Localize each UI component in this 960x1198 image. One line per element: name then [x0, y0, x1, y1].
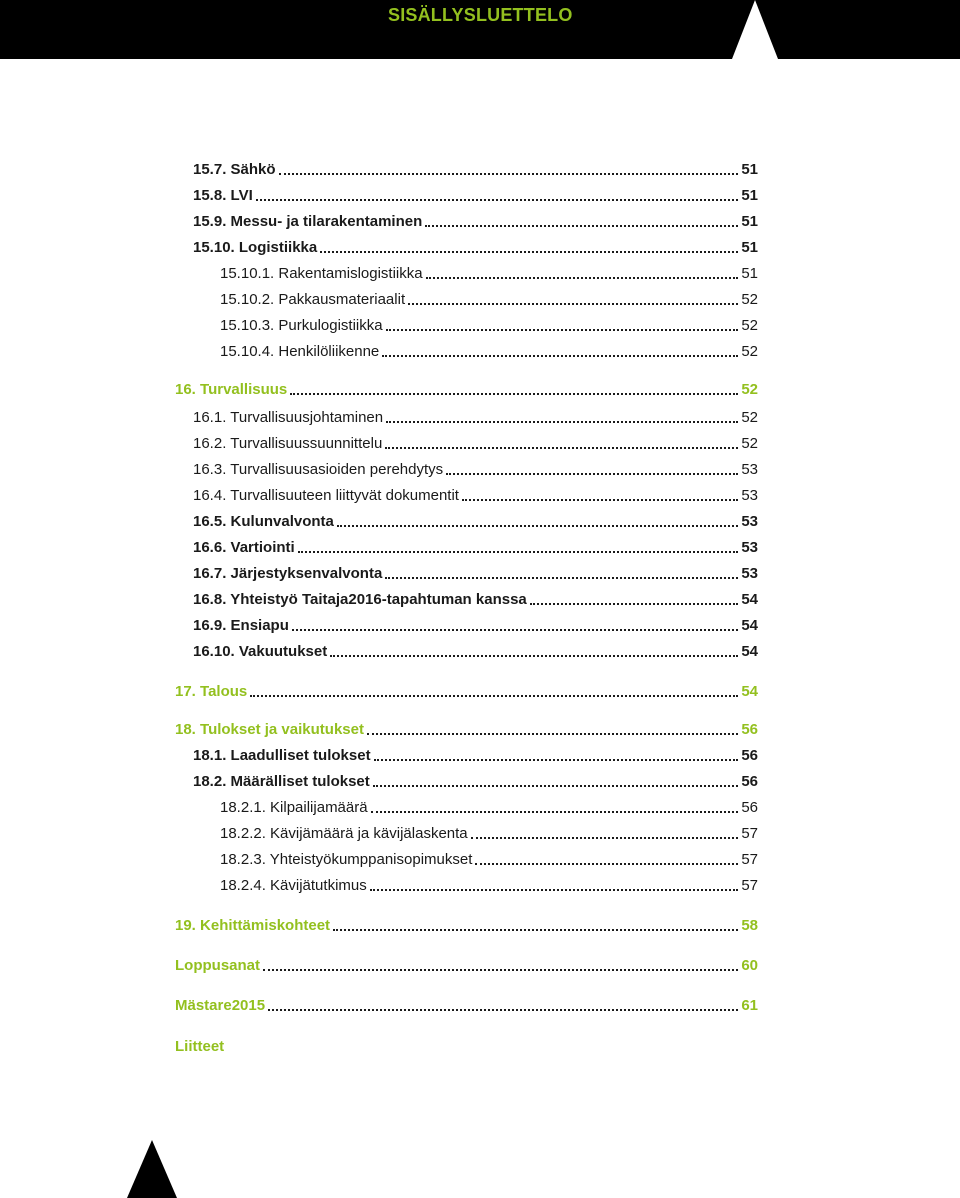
toc-leader-dots: [385, 577, 738, 579]
toc-entry-page: 51: [741, 265, 758, 282]
toc-leader-dots: [385, 447, 738, 449]
toc-entry-page: 56: [741, 799, 758, 816]
toc-entry[interactable]: [193, 186, 758, 206]
toc-leader-dots: [298, 551, 739, 553]
toc-entry-label: 15.10.1. Rakentamislogistiikka: [220, 265, 423, 282]
toc-entry[interactable]: [193, 212, 758, 232]
toc-leader-dots: [370, 889, 739, 891]
toc-entry[interactable]: [220, 850, 758, 870]
toc-entry-label: 15.10.2. Pakkausmateriaalit: [220, 291, 406, 308]
toc-entry-label: 16.6. Vartiointi: [193, 539, 295, 556]
toc-leader-dots: [367, 733, 738, 735]
toc-leader-dots: [320, 251, 738, 253]
toc-entry[interactable]: [175, 720, 758, 740]
toc-entry[interactable]: [193, 538, 758, 558]
toc-entry-page: 51: [741, 187, 758, 204]
toc-entry-page: 60: [741, 957, 758, 974]
toc-leader-dots: [425, 225, 738, 227]
toc-entry-label: 18.2.4. Kävijätutkimus: [220, 877, 367, 894]
toc-leader-dots: [471, 837, 739, 839]
toc-entry-page: 51: [741, 239, 758, 256]
toc-leader-dots: [290, 393, 738, 395]
toc-entry[interactable]: [193, 486, 758, 506]
toc-entry[interactable]: [193, 746, 758, 766]
toc-entry-label: 15.8. LVI: [193, 187, 253, 204]
toc-entry-label: 15.9. Messu- ja tilarakentaminen: [193, 213, 423, 230]
toc-leader-dots: [408, 303, 738, 305]
toc-entry[interactable]: [193, 616, 758, 636]
toc-entry-page: 52: [741, 317, 758, 334]
toc-entry-page: 52: [741, 381, 758, 398]
toc-entry[interactable]: [175, 996, 758, 1016]
toc-entry[interactable]: [175, 916, 758, 936]
toc-entry-page: 52: [741, 409, 758, 426]
toc-entry-label: 15.10.4. Henkilöliikenne: [220, 343, 380, 360]
toc-leader-dots: [373, 785, 739, 787]
toc-leader-dots: [530, 603, 739, 605]
toc-entry[interactable]: [175, 380, 758, 400]
toc-entry-label: 18.2. Määrälliset tulokset: [193, 773, 370, 790]
toc-entry-page: 53: [741, 513, 758, 530]
toc-entry[interactable]: [193, 160, 758, 180]
toc-entry[interactable]: [220, 798, 758, 818]
toc-entry-page: 54: [741, 591, 758, 608]
toc-entry-label: Mästare2015: [175, 997, 266, 1014]
toc-entry-label: 16.3. Turvallisuusasioiden perehdytys: [193, 461, 444, 478]
toc-entry[interactable]: [220, 290, 758, 310]
toc-entry-label: 17. Talous: [175, 683, 248, 700]
toc-entry-page: 52: [741, 291, 758, 308]
toc-entry-label: 16. Turvallisuus: [175, 381, 288, 398]
toc-entry[interactable]: [175, 956, 758, 976]
toc-entry-label: Loppusanat: [175, 957, 260, 974]
toc-entry-label: 18.1. Laadulliset tulokset: [193, 747, 371, 764]
toc-entry-label: 15.10. Logistiikka: [193, 239, 318, 256]
toc-entry-page: 56: [741, 773, 758, 790]
toc-entry-page: 57: [741, 825, 758, 842]
toc-entry-label: 16.8. Yhteistyö Taitaja2016-tapahtuman kanssa: [193, 591, 527, 608]
toc-entry-page: 58: [741, 917, 758, 934]
toc-entry-page: 57: [741, 851, 758, 868]
toc-entry-label: 15.10.3. Purkulogistiikka: [220, 317, 383, 334]
toc-entry-label: 18.2.3. Yhteistyökumppanisopimukset: [220, 851, 473, 868]
toc-entry[interactable]: [193, 772, 758, 792]
toc-entry-page: 54: [741, 643, 758, 660]
toc-leader-dots: [263, 969, 738, 971]
toc-leader-dots: [250, 695, 738, 697]
toc-entry-page: 54: [741, 683, 758, 700]
toc-leader-dots: [475, 863, 738, 865]
toc-entry[interactable]: [193, 408, 758, 428]
toc-entry-label: 18. Tulokset ja vaikutukset: [175, 721, 364, 738]
toc-entry-label: 18.2.2. Kävijämäärä ja kävijälaskenta: [220, 825, 468, 842]
toc-entry-page: 54: [741, 617, 758, 634]
toc-entry-label: 16.5. Kulunvalvonta: [193, 513, 334, 530]
toc-entry-page: 53: [741, 539, 758, 556]
toc-entry-page: 57: [741, 877, 758, 894]
toc-leader-dots: [386, 421, 738, 423]
toc-entry-page: 51: [741, 213, 758, 230]
toc-entry-page: 53: [741, 461, 758, 478]
toc-leader-dots: [374, 759, 739, 761]
toc-entry-label: 16.7. Järjestyksenvalvonta: [193, 565, 383, 582]
toc-entry[interactable]: [220, 316, 758, 336]
toc-leader-dots: [256, 199, 739, 201]
toc-entry-label: 16.2. Turvallisuussuunnittelu: [193, 435, 383, 452]
toc-entry[interactable]: [175, 1037, 758, 1057]
toc-entry-page: 56: [741, 721, 758, 738]
toc-entry-label: 16.4. Turvallisuuteen liittyvät dokumentit: [193, 487, 459, 504]
toc-leader-dots: [268, 1009, 738, 1011]
toc-leader-dots: [462, 499, 738, 501]
toc-entry-label: 19. Kehittämiskohteet: [175, 917, 331, 934]
toc-entry[interactable]: [220, 824, 758, 844]
corner-triangle-icon: [127, 1140, 177, 1198]
toc-leader-dots: [279, 173, 739, 175]
toc-entry[interactable]: [193, 460, 758, 480]
toc-entry[interactable]: [193, 642, 758, 662]
toc-leader-dots: [426, 277, 739, 279]
toc-entry-page: 51: [741, 161, 758, 178]
toc-entry-label: 16.1. Turvallisuusjohtaminen: [193, 409, 384, 426]
toc-entry-page: 52: [741, 435, 758, 452]
toc-entry-page: 53: [741, 487, 758, 504]
toc-leader-dots: [371, 811, 739, 813]
toc-entry-label: 15.7. Sähkö: [193, 161, 276, 178]
toc-entry-page: 61: [741, 997, 758, 1014]
toc-entry[interactable]: [193, 434, 758, 454]
toc-entry[interactable]: [220, 342, 758, 362]
toc-leader-dots: [333, 929, 738, 931]
toc-entry-page: 56: [741, 747, 758, 764]
toc-entry[interactable]: [220, 876, 758, 896]
toc-leader-dots: [446, 473, 738, 475]
toc-leader-dots: [386, 329, 739, 331]
toc-entry-label: 18.2.1. Kilpailijamäärä: [220, 799, 368, 816]
toc-leader-dots: [330, 655, 738, 657]
toc-leader-dots: [382, 355, 738, 357]
toc-entry[interactable]: [193, 590, 758, 610]
toc-entry[interactable]: [175, 682, 758, 702]
toc-entry[interactable]: [220, 264, 758, 284]
toc-entry-label: Liitteet: [175, 1038, 225, 1055]
corner-notch-icon: [732, 0, 778, 59]
toc-entry-page: 53: [741, 565, 758, 582]
toc-entry[interactable]: [193, 238, 758, 258]
toc-leader-dots: [292, 629, 738, 631]
toc-entry-label: 16.9. Ensiapu: [193, 617, 289, 634]
toc-entry[interactable]: [193, 564, 758, 584]
toc-entry[interactable]: [193, 512, 758, 532]
toc-leader-dots: [337, 525, 738, 527]
toc-entry-label: 16.10. Vakuutukset: [193, 643, 328, 660]
toc-entry-page: 52: [741, 343, 758, 360]
page-title: SISÄLLYSLUETTELO: [388, 5, 573, 25]
